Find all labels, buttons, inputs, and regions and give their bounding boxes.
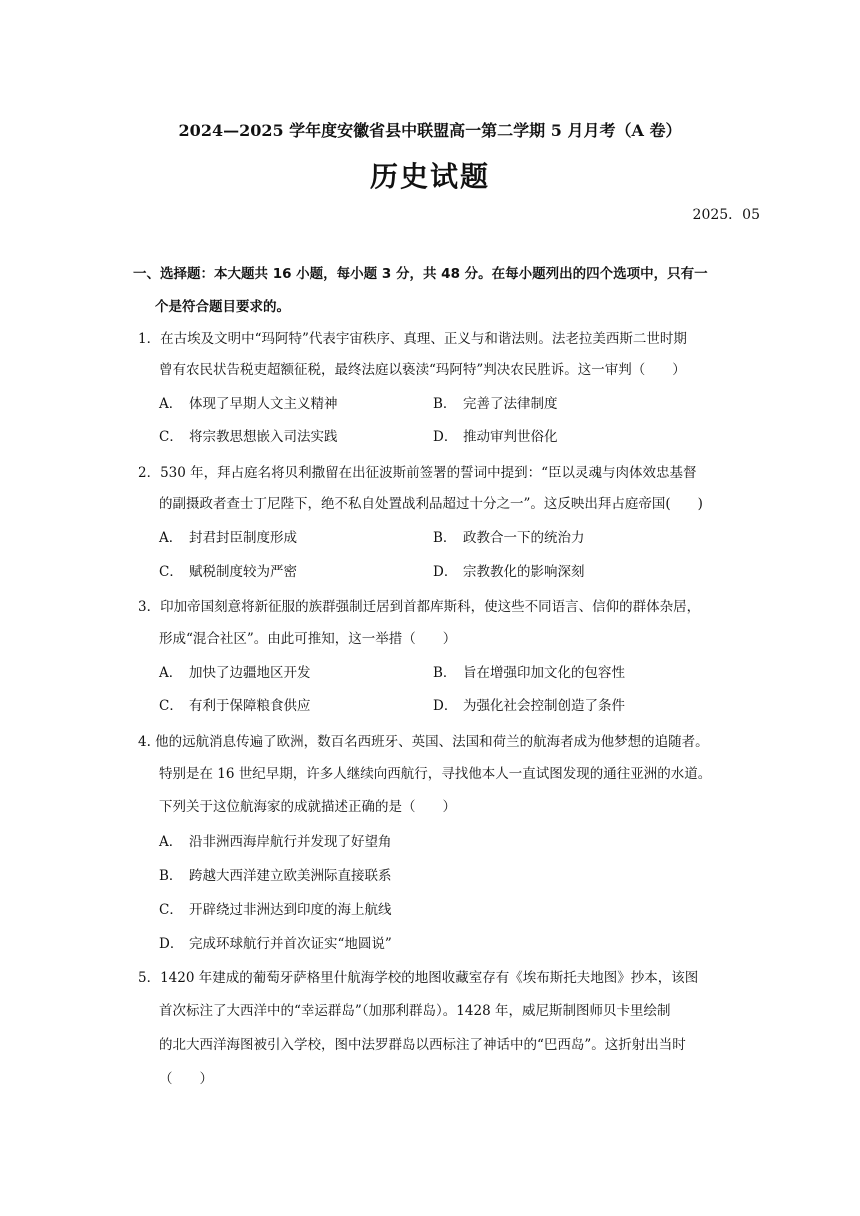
option-text: 旨在增强印加文化的包容性 (463, 665, 625, 681)
option-text: 完成环球航行并首次证实“地圆说” (189, 936, 392, 952)
question-5-line-1: 5．1420 年建成的葡萄牙萨格里什航海学校的地图收藏室存有《埃布斯托夫地图》抄本，该图 (138, 970, 699, 986)
question-4-line-2: 特别是在 16 世纪早期，许多人继续向西航行，寻找他本人一直试图发现的通往亚洲的水道。 (159, 766, 712, 782)
exam-date: 2025．05 (692, 207, 760, 223)
option-label: A． (159, 396, 183, 412)
question-4-line-1: 4. 他的远航消息传遍了欧洲，数百名西班牙、英国、法国和荷兰的航海者成为他梦想的追随者。 (138, 734, 709, 750)
option-label: A． (159, 834, 183, 850)
option-text: 封君封臣制度形成 (189, 530, 297, 546)
option-label: D． (433, 429, 458, 445)
option-text: 跨越大西洋建立欧美洲际直接联系 (189, 868, 392, 884)
subject-title: 历史试题 (369, 160, 490, 193)
option-text: 开辟绕过非洲达到印度的海上航线 (189, 902, 392, 918)
question-5-line-2: 首次标注了大西洋中的“幸运群岛”（加那利群岛）。1428 年，威尼斯制图师贝卡里绘制 (159, 1003, 671, 1019)
question-3-option-a[interactable] (159, 663, 311, 683)
option-text: 完善了法律制度 (463, 396, 558, 412)
question-1-option-c[interactable] (159, 427, 338, 447)
question-4-option-a[interactable] (159, 832, 392, 852)
question-2-option-a[interactable] (159, 528, 297, 548)
question-5-line-4: （ ） (159, 1071, 213, 1087)
option-text: 为强化社会控制创造了条件 (463, 698, 625, 714)
question-1-line-2: 曾有农民状告税吏超额征税，最终法庭以亵渎“玛阿特”判决农民胜诉。这一审判（ ） (159, 362, 686, 378)
question-3-line-2: 形成“混合社区”。由此可推知，这一举措（ ） (159, 631, 457, 647)
question-4-option-b[interactable] (159, 866, 392, 886)
question-4-line-3: 下列关于这位航海家的成就描述正确的是（ ） (159, 799, 456, 815)
option-text: 加快了边疆地区开发 (189, 665, 311, 681)
question-1-option-b[interactable] (433, 394, 558, 414)
section-heading-line-2: 个是符合题目要求的。 (155, 299, 290, 315)
option-text: 体现了早期人文主义精神 (189, 396, 338, 412)
option-text: 沿非洲西海岸航行并发现了好望角 (189, 834, 392, 850)
question-3-option-d[interactable] (433, 696, 625, 716)
option-label: C． (159, 698, 183, 714)
question-3-option-b[interactable] (433, 663, 625, 683)
question-3-option-c[interactable] (159, 696, 311, 716)
option-text: 宗教教化的影响深刻 (463, 564, 585, 580)
question-2-option-b[interactable] (433, 528, 585, 548)
question-1-line-1: 1．在古埃及文明中“玛阿特”代表宇宙秩序、真理、正义与和谐法则。法老拉美西斯二世时期 (138, 331, 687, 347)
question-5-line-3: 的北大西洋海图被引入学校，图中法罗群岛以西标注了神话中的“巴西岛”。这折射出当时 (159, 1037, 686, 1053)
option-label: B． (433, 530, 457, 546)
question-2-option-c[interactable] (159, 562, 297, 582)
option-label: D． (159, 936, 184, 952)
option-label: D． (433, 564, 458, 580)
section-heading-line-1: 一、选择题：本大题共 16 小题，每小题 3 分，共 48 分。在每小题列出的四个选项中，只有一 (133, 266, 708, 282)
option-label: B． (433, 396, 457, 412)
question-2-line-1: 2．530 年，拜占庭名将贝利撒留在出征波斯前签署的誓词中提到：“臣以灵魂与肉体效忠基督 (138, 465, 697, 481)
question-2-option-d[interactable] (433, 562, 585, 582)
section-heading (133, 258, 733, 324)
question-1-option-a[interactable] (159, 394, 338, 414)
option-label: B． (159, 868, 183, 884)
option-text: 政教合一下的统治力 (463, 530, 585, 546)
option-text: 将宗教思想嵌入司法实践 (189, 429, 338, 445)
option-text: 有利于保障粮食供应 (189, 698, 311, 714)
option-label: A． (159, 530, 183, 546)
question-4-option-d[interactable] (159, 934, 392, 954)
exam-title: 2024—2025 学年度安徽省县中联盟高一第二学期 5 月月考（A 卷） (178, 121, 682, 140)
question-4-option-c[interactable] (159, 900, 392, 920)
option-label: D． (433, 698, 458, 714)
option-label: C． (159, 429, 183, 445)
option-label: A． (159, 665, 183, 681)
option-text: 赋税制度较为严密 (189, 564, 297, 580)
option-label: C． (159, 564, 183, 580)
option-label: B． (433, 665, 457, 681)
question-2-line-2: 的副摄政者查士丁尼陛下，绝不私自处置战利品超过十分之一”。这反映出拜占庭帝国( ) (159, 496, 703, 512)
option-label: C． (159, 902, 183, 918)
question-3-line-1: 3．印加帝国刻意将新征服的族群强制迁居到首都库斯科，使这些不同语言、信仰的群体杂居， (138, 599, 701, 615)
option-text: 推动审判世俗化 (463, 429, 558, 445)
question-1-option-d[interactable] (433, 427, 558, 447)
